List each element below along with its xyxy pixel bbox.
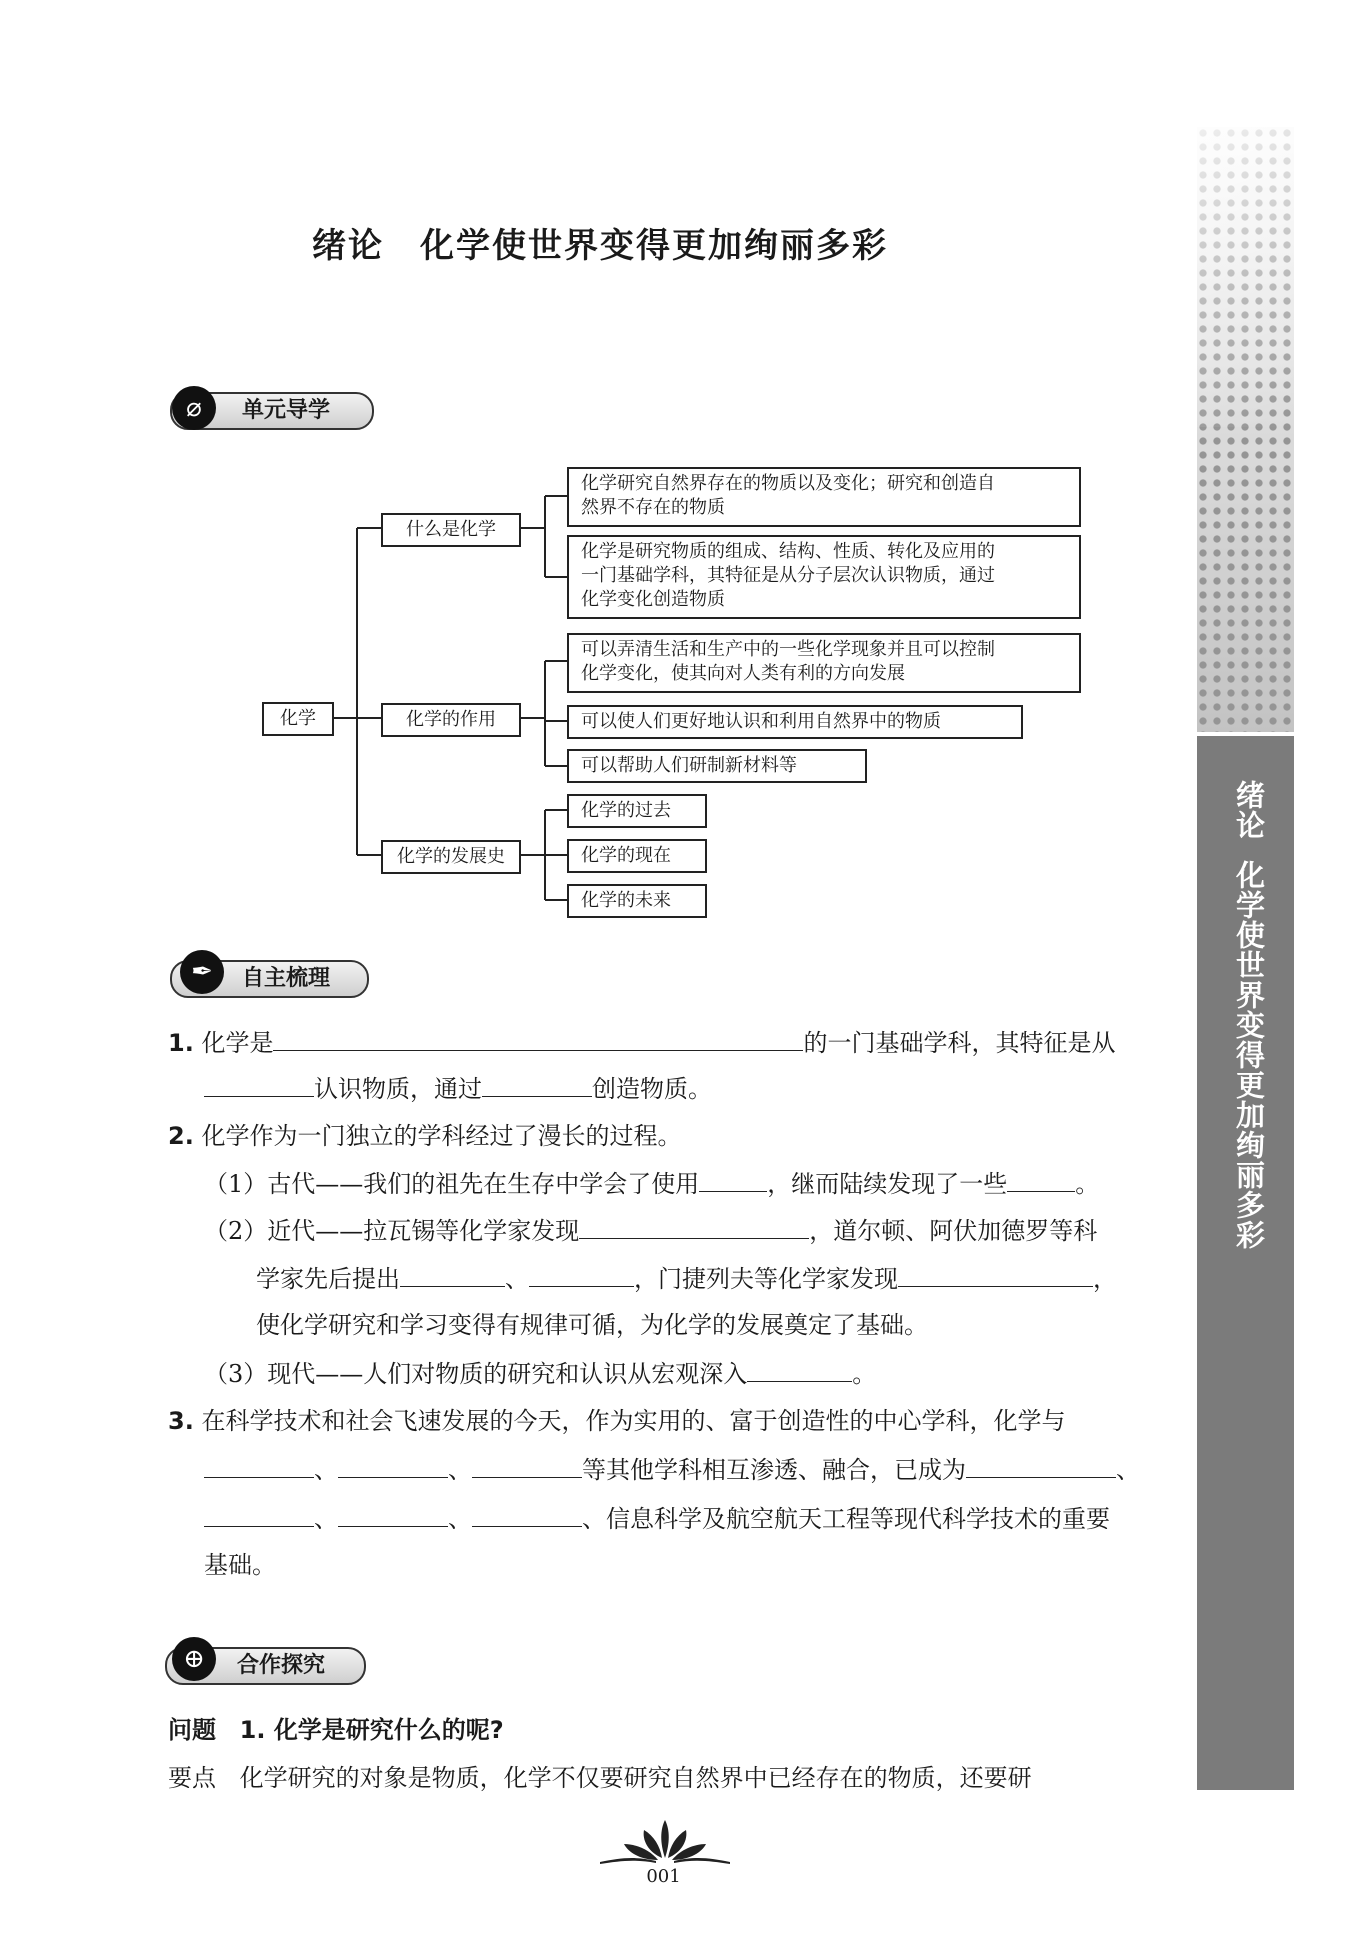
- review-q3-line1: [168, 1405, 1065, 1437]
- leaf-line: 一门基础学科，其特征是从分子层次认识物质，通过: [581, 565, 995, 586]
- review-q2-line1: [168, 1120, 681, 1152]
- review-q2-s3: [204, 1357, 876, 1390]
- text: 、: [582, 1505, 606, 1533]
- text: ，: [1093, 1265, 1117, 1293]
- blank[interactable]: [204, 1502, 314, 1527]
- mindmap-branch-history: 化学的发展史: [381, 840, 521, 874]
- review-q1-line1: [168, 1026, 1115, 1059]
- mindmap-leaf: [567, 633, 1081, 693]
- leaf-line: 化学是研究物质的组成、结构、性质、转化及应用的: [581, 541, 995, 562]
- review-q2-s2-line3: [256, 1309, 928, 1341]
- blank[interactable]: [482, 1072, 592, 1097]
- explore-question: [168, 1714, 504, 1746]
- mindmap-leaf: 可以使人们更好地认识和利用自然界中的物质: [567, 705, 1023, 739]
- blank[interactable]: [699, 1167, 767, 1192]
- blank[interactable]: [204, 1453, 314, 1478]
- text: （1）古代——我们的祖先在生存中学会了使用: [204, 1170, 700, 1198]
- text: ，继而陆续发现了一些: [767, 1170, 1008, 1198]
- text: 使化学研究和学习变得有规律可循，为化学的发展奠定了基础。: [256, 1311, 928, 1339]
- text: 在科学技术和社会飞速发展的今天，作为实用的、富于创造性的中心学科，化学与: [201, 1407, 1066, 1435]
- text: 、: [314, 1505, 338, 1533]
- text: 、: [314, 1456, 338, 1484]
- mindmap-leaf: 化学的过去: [567, 794, 707, 828]
- question-label: 问题: [168, 1716, 216, 1744]
- mindmap-branch-role: 化学的作用: [381, 703, 521, 737]
- review-q3-line2: [204, 1453, 1140, 1486]
- mindmap-leaf: 可以帮助人们研制新材料等: [567, 749, 867, 783]
- text: ，道尔顿、阿伏加德罗等科: [809, 1217, 1098, 1245]
- text: 化学作为一门独立的学科经过了漫长的过程。: [201, 1122, 682, 1150]
- text: 。: [852, 1360, 877, 1388]
- page-title: 绪论 化学使世界变得更加绚丽多彩: [312, 226, 888, 266]
- mindmap-leaf: 化学的未来: [567, 884, 707, 918]
- leaf-line: 化学变化创造物质: [581, 589, 725, 610]
- mindmap-leaf: [567, 535, 1081, 619]
- text: 。: [1075, 1170, 1100, 1198]
- question-number: 1.: [168, 1029, 194, 1057]
- review-q3-line3: [204, 1502, 1110, 1535]
- keypoint-label: 要点: [168, 1764, 216, 1792]
- text: （2）近代——拉瓦锡等化学家发现: [204, 1217, 580, 1245]
- question-text: 1. 化学是研究什么的呢?: [239, 1716, 504, 1744]
- blank[interactable]: [966, 1453, 1116, 1478]
- explore-keypoint: [168, 1762, 1032, 1794]
- pen-icon: ✒: [180, 950, 224, 994]
- review-q1-line2: [204, 1072, 712, 1105]
- blank[interactable]: [472, 1502, 582, 1527]
- mouse-icon: ⌀: [172, 386, 216, 430]
- review-q2-s2-line1: [204, 1214, 1097, 1247]
- leaf-line: 然界不存在的物质: [581, 497, 725, 518]
- text: ，门捷列夫等化学家发现: [634, 1265, 898, 1293]
- leaf-line: 化学研究自然界存在的物质以及变化；研究和创造自: [581, 473, 995, 494]
- page-number: 001: [646, 1866, 681, 1887]
- question-number: 3.: [168, 1407, 194, 1435]
- blank[interactable]: [747, 1357, 852, 1382]
- keypoint-text: 化学研究的对象是物质，化学不仅要研究自然界中已经存在的物质，还要研: [239, 1764, 1032, 1792]
- question-number: 2.: [168, 1122, 194, 1150]
- section-title: 单元导学: [242, 398, 331, 423]
- sidebar-title-b: 化学使世界变得更加绚丽多彩: [1232, 860, 1266, 1250]
- text: 基础。: [204, 1551, 276, 1579]
- text: 、: [505, 1265, 529, 1293]
- mindmap-leaf: [567, 467, 1081, 527]
- blank[interactable]: [529, 1262, 634, 1287]
- text: 、: [448, 1505, 472, 1533]
- sidebar-wave: [1197, 127, 1294, 427]
- blank[interactable]: [204, 1072, 314, 1097]
- review-q2-s2-line2: [256, 1262, 1117, 1295]
- leaf-line: 化学变化，使其向对人类有利的方向发展: [581, 663, 905, 684]
- text: 、: [448, 1456, 472, 1484]
- blank[interactable]: [338, 1453, 448, 1478]
- blank[interactable]: [472, 1453, 582, 1478]
- text: 的一门基础学科，其特征是从: [803, 1029, 1116, 1057]
- section-title: 自主梳理: [242, 966, 331, 991]
- target-icon: ⊕: [172, 1637, 216, 1681]
- text: 信息科学及航空航天工程等现代科学技术的重要: [606, 1505, 1110, 1533]
- review-q2-s1: [204, 1167, 1099, 1200]
- leaf-ornament-icon: [590, 1818, 740, 1864]
- mindmap-leaf: 化学的现在: [567, 839, 707, 873]
- leaf-line: 可以弄清生活和生产中的一些化学现象并且可以控制: [581, 639, 995, 660]
- text: 等其他学科相互渗透、融合，已成为: [582, 1456, 966, 1484]
- blank[interactable]: [898, 1262, 1093, 1287]
- blank[interactable]: [1007, 1167, 1075, 1192]
- text: 、: [1116, 1456, 1140, 1484]
- blank[interactable]: [579, 1214, 809, 1239]
- section-title: 合作探究: [237, 1653, 326, 1678]
- mindmap-root: 化学: [262, 702, 334, 736]
- blank[interactable]: [338, 1502, 448, 1527]
- text: 创造物质。: [592, 1075, 712, 1103]
- text: 认识物质，通过: [314, 1075, 482, 1103]
- text: （3）现代——人们对物质的研究和认识从宏观深入: [204, 1360, 748, 1388]
- mindmap-branch-what: 什么是化学: [381, 513, 521, 547]
- blank[interactable]: [400, 1262, 505, 1287]
- text: 化学是: [201, 1029, 274, 1057]
- review-q3-line4: [204, 1549, 276, 1581]
- sidebar-title-a: 绪论: [1232, 780, 1266, 840]
- text: 学家先后提出: [256, 1265, 400, 1293]
- blank[interactable]: [273, 1026, 803, 1051]
